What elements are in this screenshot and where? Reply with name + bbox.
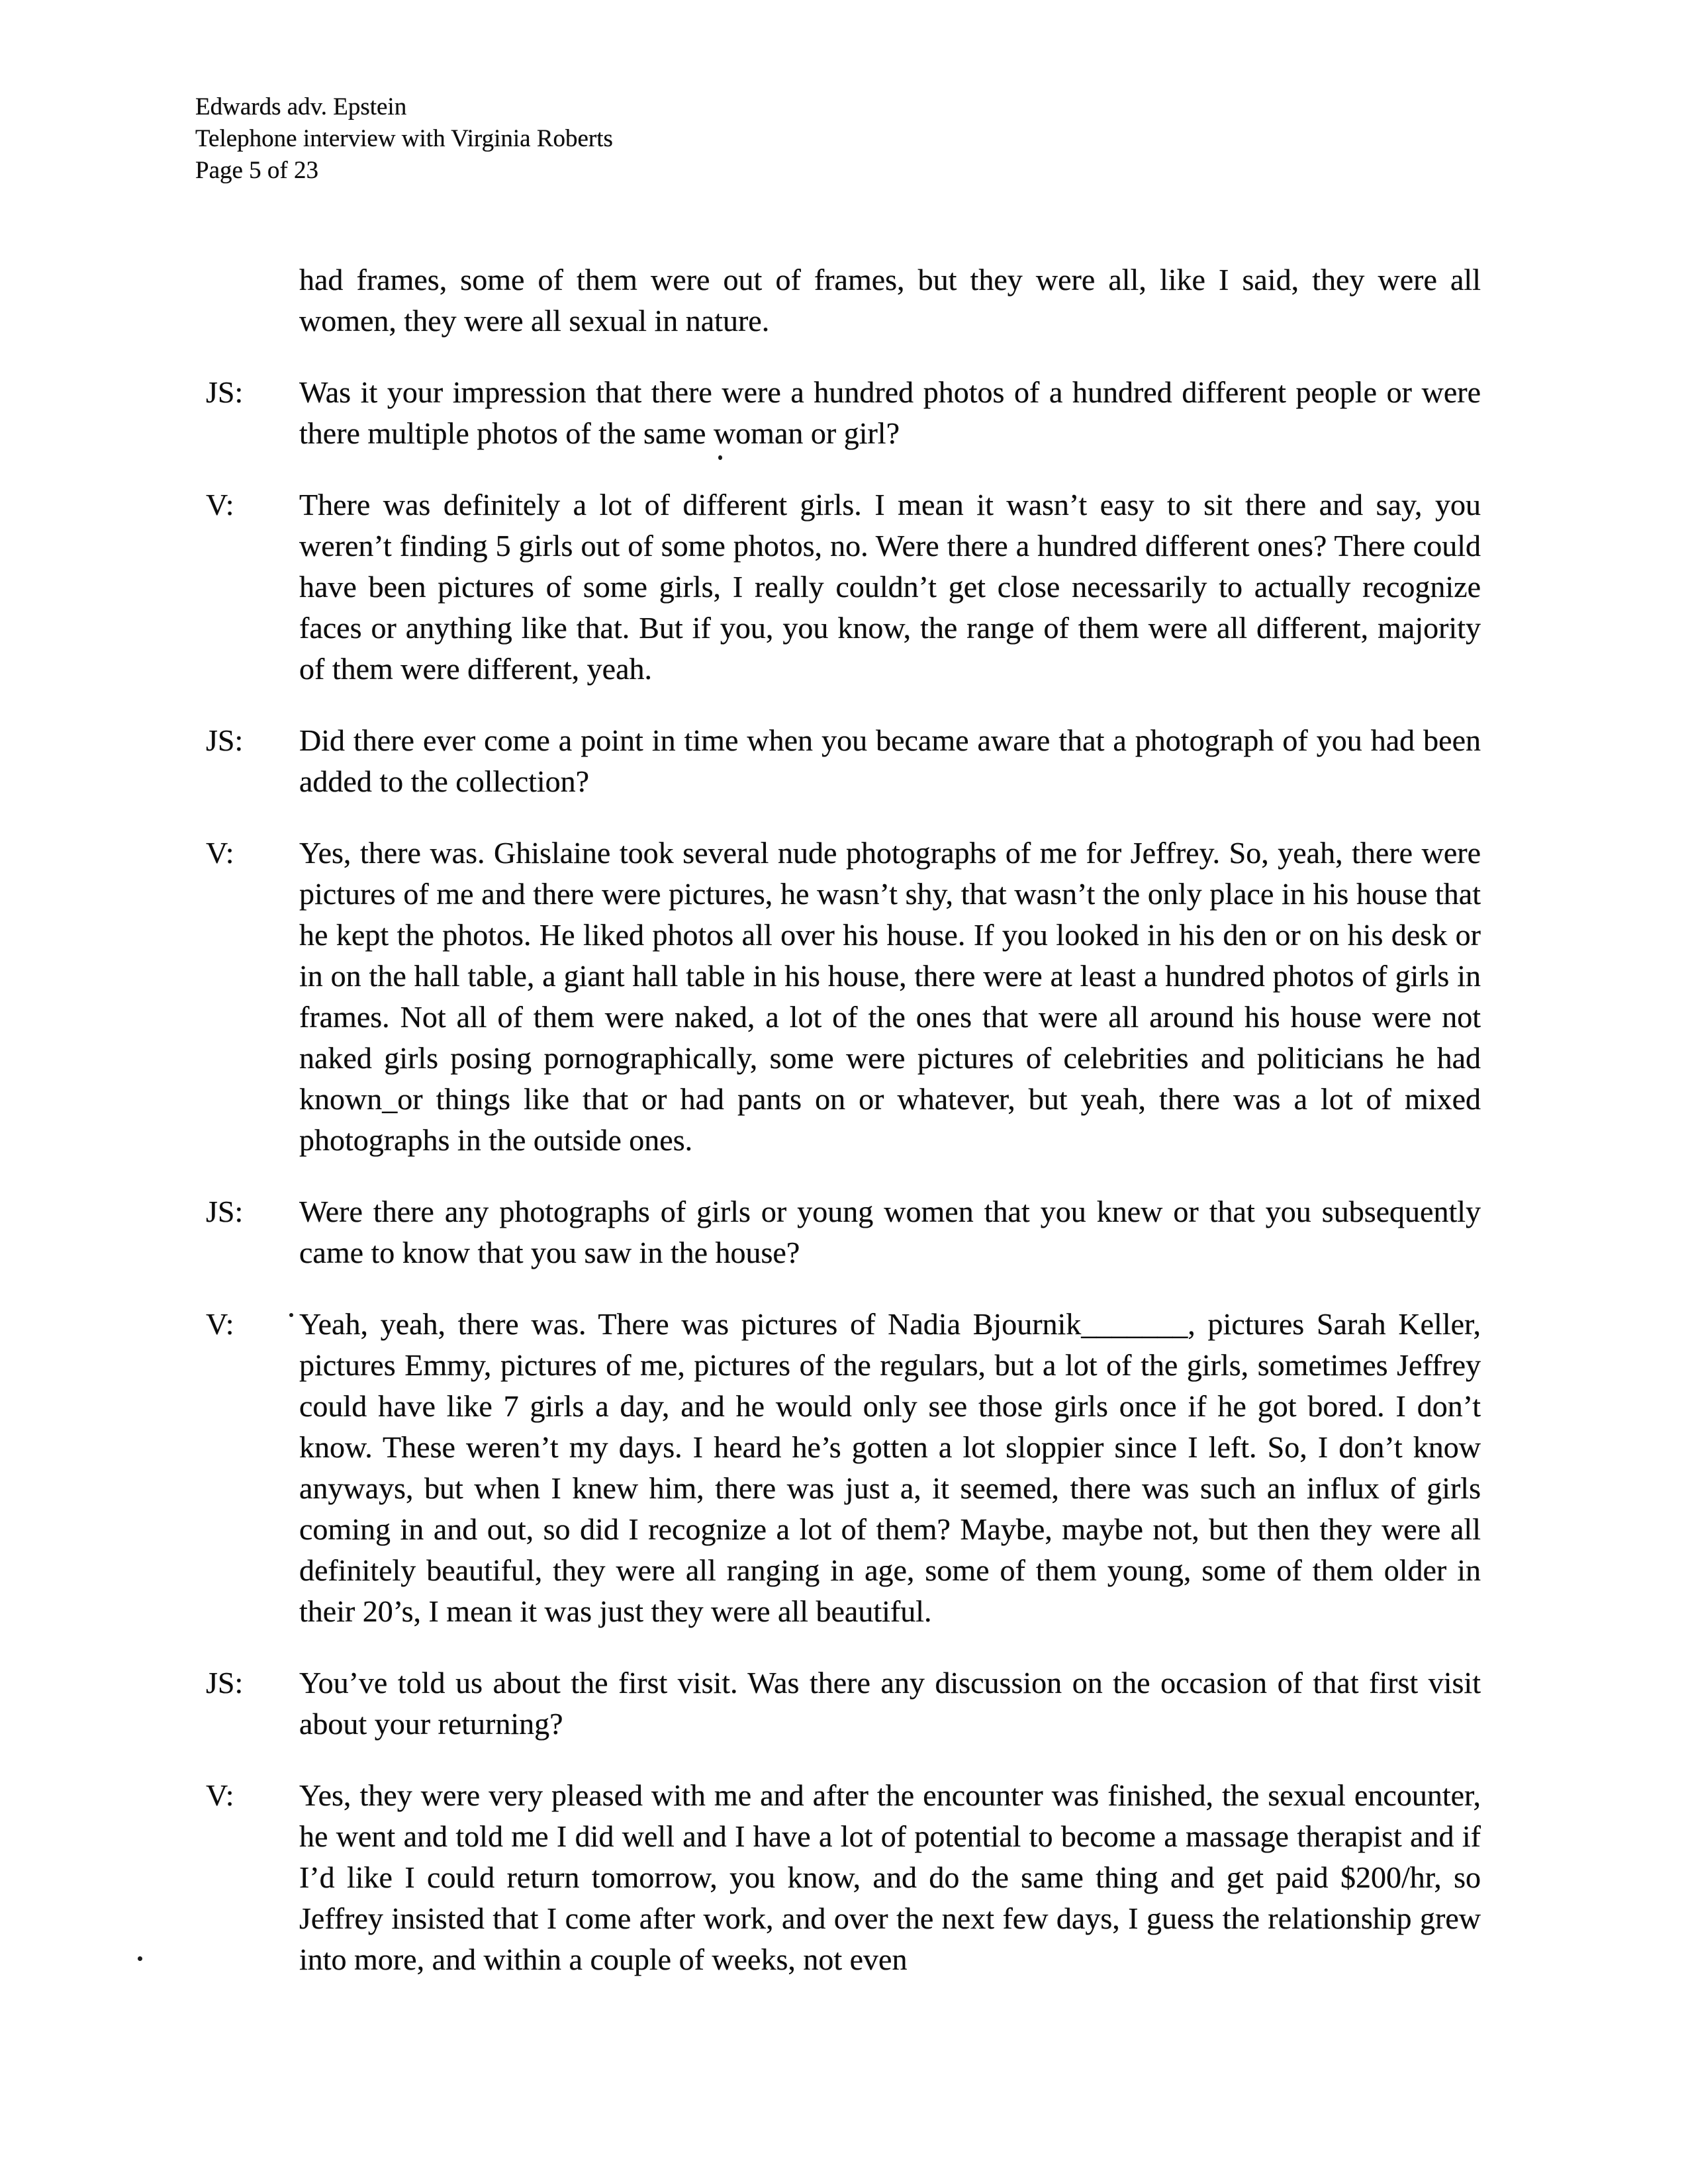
- speech-text: Yeah, yeah, there was. There was pictures of Nadia Bjournik_______, pictures Sarah Keller, pictures Emmy, pictures of me, pictures of the regulars, but a lot of the girls, sometimes Jeffrey could have like 7 girls a day, and he would only see those girls once if he got bored. I don’t know. These weren’t my days. I heard he’s gotten a lot sloppier since I left. So, I don’t know anyways, but when I knew him, there was just a, it seemed, there was such an influx of girls coming in and out, so did I recognize a lot of them? Maybe, maybe not, but then they were all definitely beautiful, they were all ranging in age, some of them young, some of them older in their 20’s, I mean it was just they were all beautiful.: [299, 1307, 1481, 1628]
- speech-text: Was it your impression that there were a hundred photos of a hundred different people or were there multiple photos of the same woman or girl?: [299, 375, 1481, 450]
- scan-artifact-dot: [289, 1313, 293, 1317]
- case-caption: Edwards adv. Epstein: [195, 93, 407, 120]
- speech-text: Yes, they were very pleased with me and after the encounter was finished, the sexual encounter, he went and told me I did well and I have a lot of potential to become a massage therapist and if I’d like I could return tomorrow, you know, and do the same thing and get paid $200/hr, so Jeffrey insisted that I come after work, and over the next few days, I guess the relationship grew into more, and within a couple of weeks, not even: [299, 1778, 1481, 1976]
- speaker-label: V:: [206, 836, 234, 870]
- dialogue-transcript: [206, 259, 1481, 2011]
- dialogue-paragraph: [206, 484, 1481, 690]
- speech-text: You’ve told us about the first visit. Was there any discussion on the occasion of that first visit about your returning?: [299, 1666, 1481, 1741]
- scan-artifact-dot: [138, 1956, 142, 1961]
- dialogue-paragraph: [206, 1191, 1481, 1273]
- speech-text: There was definitely a lot of different girls. I mean it wasn’t easy to sit there and say, you weren’t finding 5 girls out of some photos, no. Were there a hundred different ones? There could have been pictures of some girls, I really couldn’t get close necessarily to actually recognize faces or anything like that. But if you, you know, the range of them were all different, majority of them were different, yeah.: [299, 488, 1481, 686]
- dialogue-paragraph: [206, 372, 1481, 454]
- speech-text: had frames, some of them were out of frames, but they were all, like I said, they were all women, they were all sexual in nature.: [299, 263, 1481, 338]
- speaker-label: V:: [206, 488, 234, 522]
- dialogue-paragraph: [206, 1775, 1481, 1980]
- speech-text: Were there any photographs of girls or young women that you knew or that you subsequently came to know that you saw in the house?: [299, 1195, 1481, 1269]
- dialogue-paragraph: [206, 833, 1481, 1161]
- speaker-label: JS:: [206, 1666, 244, 1700]
- interview-title: Telephone interview with Virginia Roberts: [195, 125, 613, 152]
- page-number: Page 5 of 23: [195, 157, 318, 184]
- speech-text: Did there ever come a point in time when you became aware that a photograph of you had been added to the collection?: [299, 723, 1481, 798]
- speaker-label: V:: [206, 1307, 234, 1341]
- speaker-label: JS:: [206, 1195, 244, 1228]
- scan-artifact-dot: [718, 455, 722, 460]
- speech-text: Yes, there was. Ghislaine took several nude photographs of me for Jeffrey. So, yeah, there were pictures of me and there were pictures, he wasn’t shy, that wasn’t the only place in his house that he kept the photos. He liked photos all over his house. If you looked in his den or on his desk or in on the hall table, a giant hall table in his house, there were at least a hundred photos of girls in frames. Not all of them were naked, a lot of the ones that were all around his house were not naked girls posing pornographically, some were pictures of celebrities and politicians he had known_or things like that or had pants on or whatever, but yeah, there was a lot of mixed photographs in the outside ones.: [299, 836, 1481, 1157]
- speaker-label: JS:: [206, 723, 244, 757]
- dialogue-paragraph: [206, 259, 1481, 341]
- dialogue-paragraph: [206, 1662, 1481, 1745]
- dialogue-paragraph: [206, 1304, 1481, 1632]
- speaker-label: JS:: [206, 375, 244, 409]
- speaker-label: V:: [206, 1778, 234, 1812]
- document-header: [195, 91, 613, 187]
- dialogue-paragraph: [206, 720, 1481, 802]
